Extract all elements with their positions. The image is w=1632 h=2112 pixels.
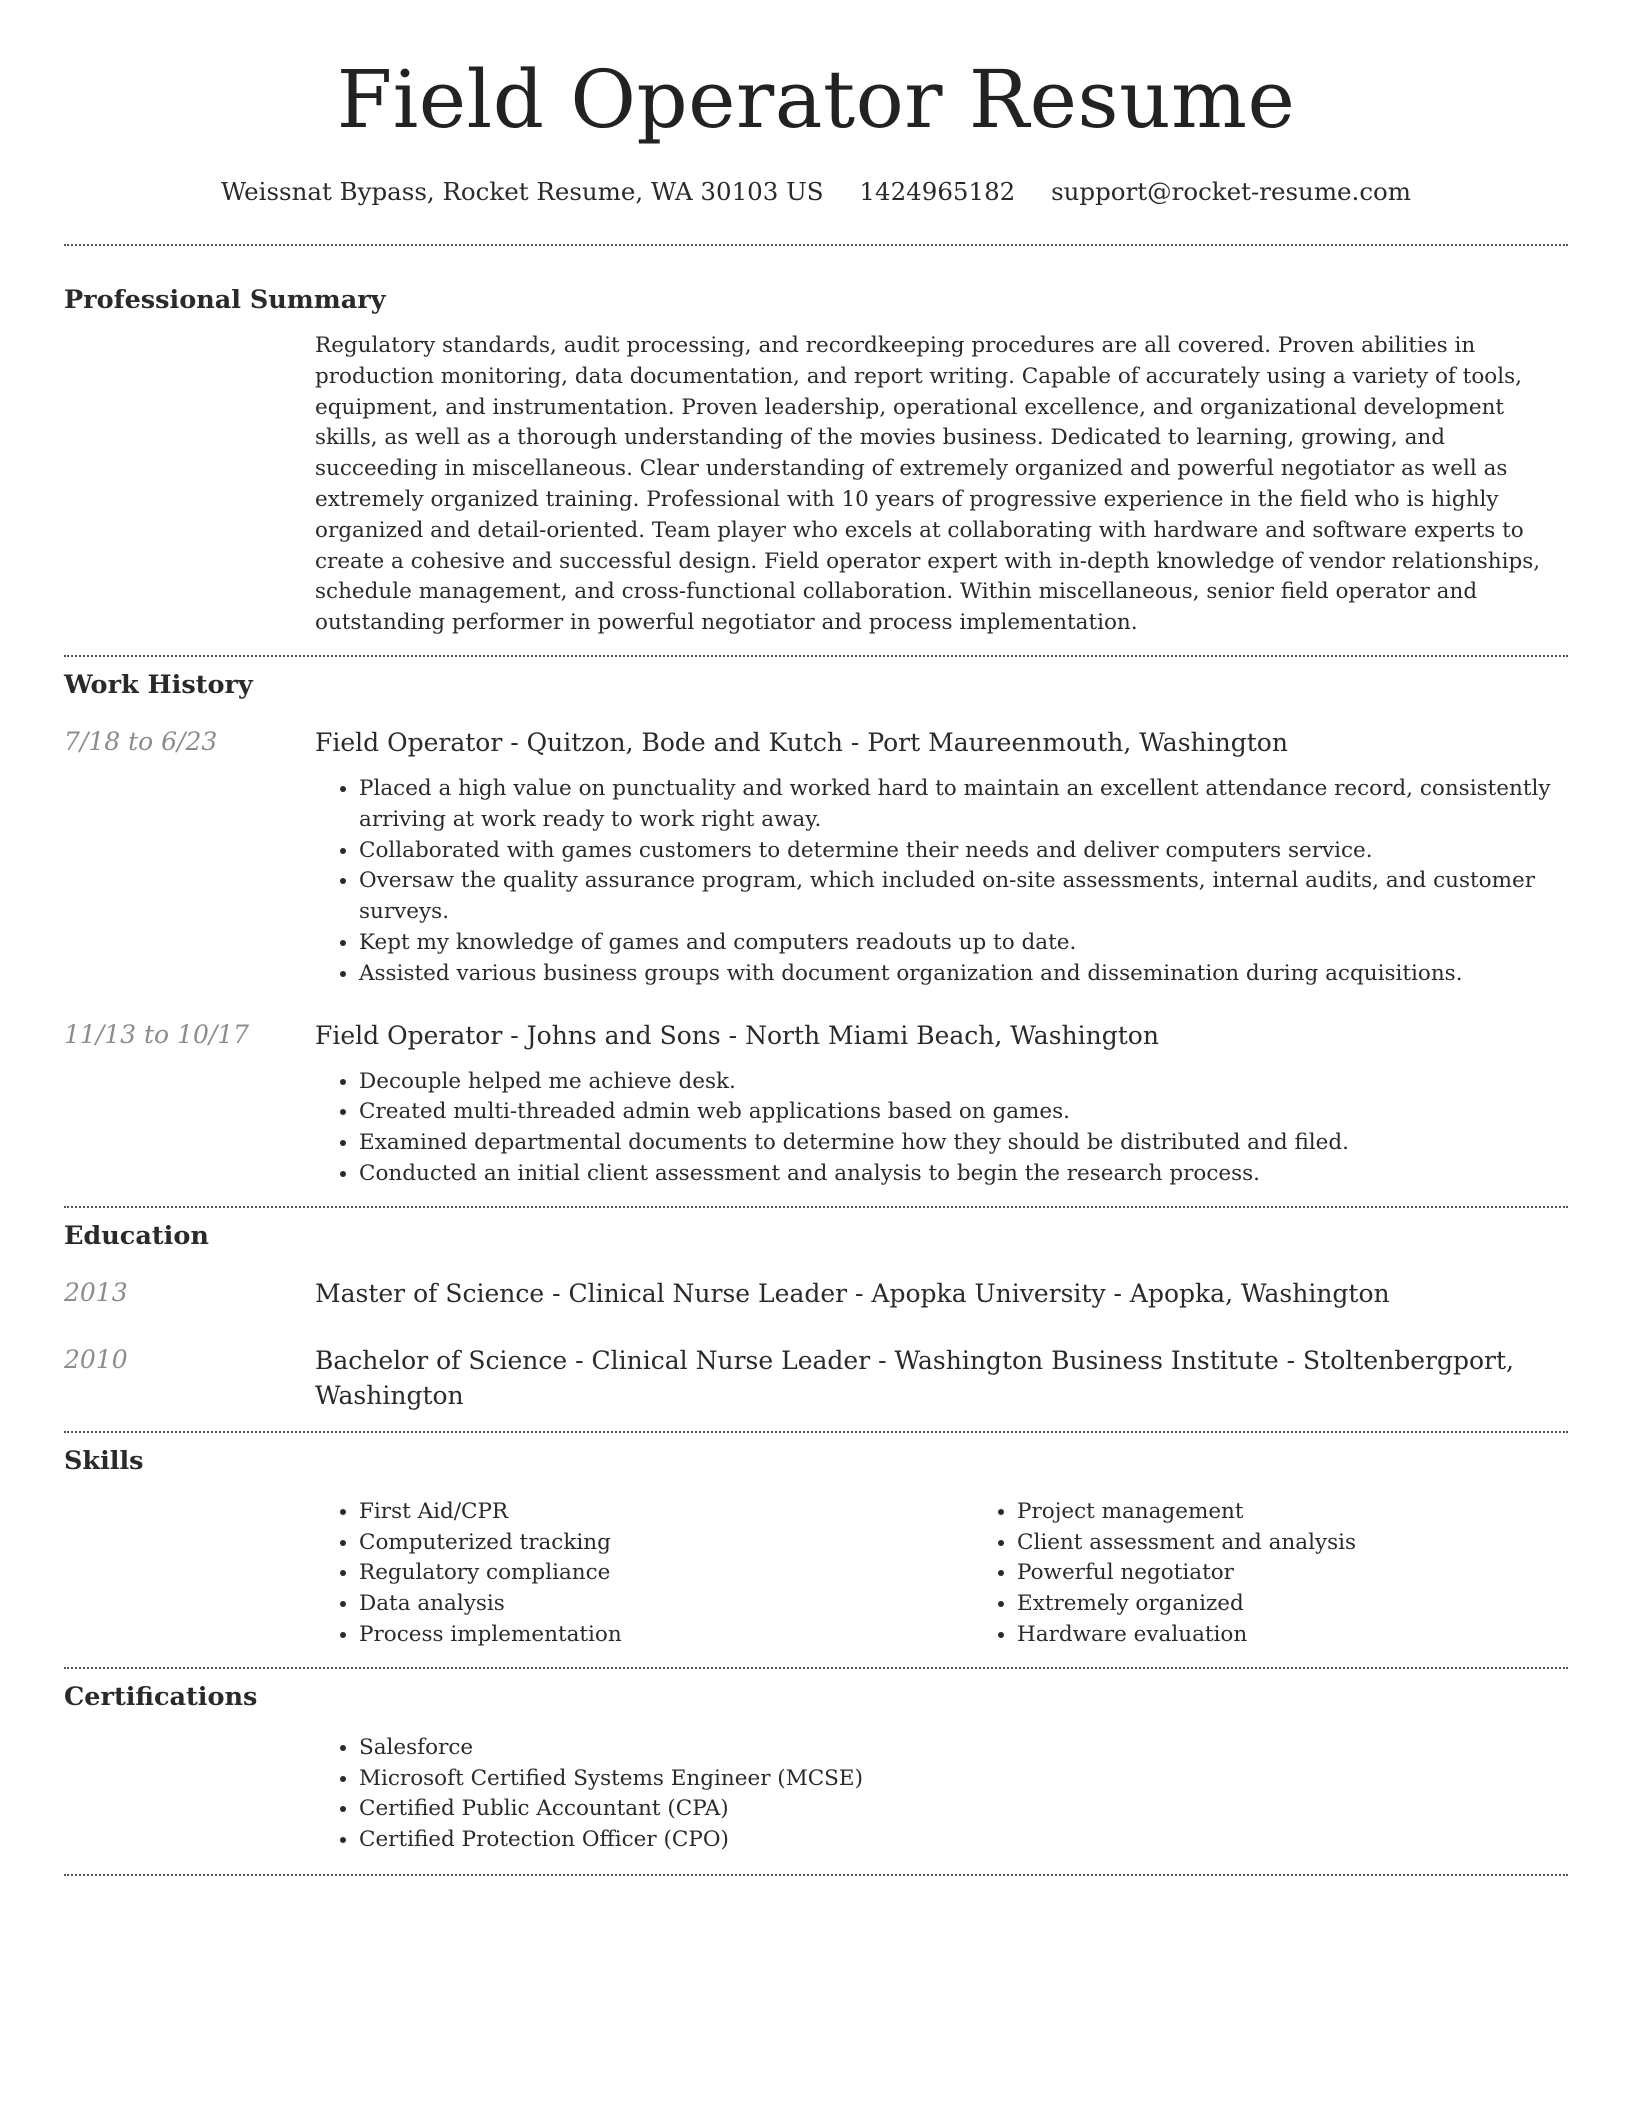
section-heading-work: Work History xyxy=(64,669,253,700)
list-item: • Extremely organized xyxy=(1017,1589,1631,1620)
job-entry xyxy=(64,725,1568,990)
list-item: • Created multi-threaded admin web applications based on games. xyxy=(359,1097,1568,1128)
list-item: • Regulatory compliance xyxy=(359,1558,973,1589)
list-item: • First Aid/CPR xyxy=(359,1497,973,1528)
list-item: • Placed a high value on punctuality and worked hard to maintain an excellent attendance record, consistently arriving at work ready to work right away. xyxy=(359,774,1568,836)
job-dates: 7/18 to 6/23 xyxy=(64,726,218,756)
resume-title: Field Operator Resume xyxy=(336,53,1296,146)
job-dates: 11/13 to 10/17 xyxy=(64,1019,250,1049)
job-bullets xyxy=(315,1067,1568,1190)
list-item: • Oversaw the quality assurance program, which included on-site assessments, internal audits, and customer surveys. xyxy=(359,866,1568,928)
education-entry xyxy=(64,1343,1568,1413)
list-item: • Hardware evaluation xyxy=(1017,1620,1631,1651)
work-history-section xyxy=(64,669,1568,1190)
education-year: 2013 xyxy=(64,1277,128,1307)
section-heading-education: Education xyxy=(64,1220,209,1251)
list-item: • Certified Protection Officer (CPO) xyxy=(359,1825,1568,1856)
list-item: • Examined departmental documents to determine how they should be distributed and filed. xyxy=(359,1128,1568,1159)
section-heading-certifications: Certifications xyxy=(64,1681,258,1712)
divider xyxy=(64,655,1568,657)
divider xyxy=(64,1206,1568,1208)
education-year: 2010 xyxy=(64,1344,128,1374)
job-bullets xyxy=(315,774,1568,990)
summary-section xyxy=(64,284,1568,639)
job-title: Field Operator - Johns and Sons - North Miami Beach, Washington xyxy=(315,1020,1159,1050)
divider xyxy=(64,1667,1568,1669)
certifications-section xyxy=(64,1681,1568,1856)
list-item: • Salesforce xyxy=(359,1733,1568,1764)
education-entry xyxy=(64,1276,1568,1311)
list-item: • Conducted an initial client assessment and analysis to begin the research process. xyxy=(359,1159,1568,1190)
list-item: • Powerful negotiator xyxy=(1017,1558,1631,1589)
skills-section xyxy=(64,1445,1568,1651)
list-item: • Certified Public Accountant (CPA) xyxy=(359,1794,1568,1825)
list-item: • Kept my knowledge of games and computers readouts up to date. xyxy=(359,928,1568,959)
certifications-list xyxy=(315,1733,1568,1856)
section-heading-skills: Skills xyxy=(64,1445,144,1476)
education-title: Master of Science - Clinical Nurse Leader - Apopka University - Apopka, Washington xyxy=(315,1278,1390,1308)
job-title: Field Operator - Quitzon, Bode and Kutch - Port Maureenmouth, Washington xyxy=(315,727,1288,757)
divider xyxy=(64,1431,1568,1433)
list-item: • Project management xyxy=(1017,1497,1631,1528)
list-item: • Client assessment and analysis xyxy=(1017,1528,1631,1559)
section-heading-summary: Professional Summary xyxy=(64,285,386,315)
job-entry xyxy=(64,1018,1568,1190)
education-title: Bachelor of Science - Clinical Nurse Leader - Washington Business Institute - Stoltenbergport, Washington xyxy=(315,1345,1514,1410)
skills-list-right xyxy=(973,1497,1631,1651)
skills-grid xyxy=(315,1497,1568,1651)
summary-text: Regulatory standards, audit processing, and recordkeeping procedures are all covered. Proven abilities in production monitoring, data documentation, and report writing. Capable of accurately using a variety of tools, equipment, and instrumentation. Proven leadership, operational excellence, and organizational development skills, as well as a thorough understanding of the movies business. Dedicated to learning, growing, and succeeding in miscellaneous. Clear understanding of extremely organized and powerful negotiator as well as extremely organized training. Professional with 10 years of progressive experience in the field who is highly organized and detail-oriented. Team player who excels at collaborating with hardware and software experts to create a cohesive and successful design. Field operator expert with in-depth knowledge of vendor relationships, schedule management, and cross-functional collaboration. Within miscellaneous, senior field operator and outstanding performer in powerful negotiator and process implementation. xyxy=(315,333,1541,636)
list-item: • Data analysis xyxy=(359,1589,973,1620)
contact-line xyxy=(64,176,1568,208)
divider xyxy=(64,244,1568,246)
contact-address: Weissnat Bypass, Rocket Resume, WA 30103 US xyxy=(220,177,824,206)
list-item: • Decouple helped me achieve desk. xyxy=(359,1067,1568,1098)
contact-email: support@rocket-resume.com xyxy=(1051,177,1412,206)
skills-list-left xyxy=(315,1497,973,1651)
list-item: • Assisted various business groups with document organization and dissemination during acquisitions. xyxy=(359,959,1568,990)
education-section xyxy=(64,1220,1568,1413)
list-item: • Collaborated with games customers to determine their needs and deliver computers service. xyxy=(359,836,1568,867)
list-item: • Computerized tracking xyxy=(359,1528,973,1559)
divider xyxy=(64,1874,1568,1876)
list-item: • Microsoft Certified Systems Engineer (MCSE) xyxy=(359,1764,1568,1795)
contact-phone: 1424965182 xyxy=(859,177,1016,206)
list-item: • Process implementation xyxy=(359,1620,973,1651)
